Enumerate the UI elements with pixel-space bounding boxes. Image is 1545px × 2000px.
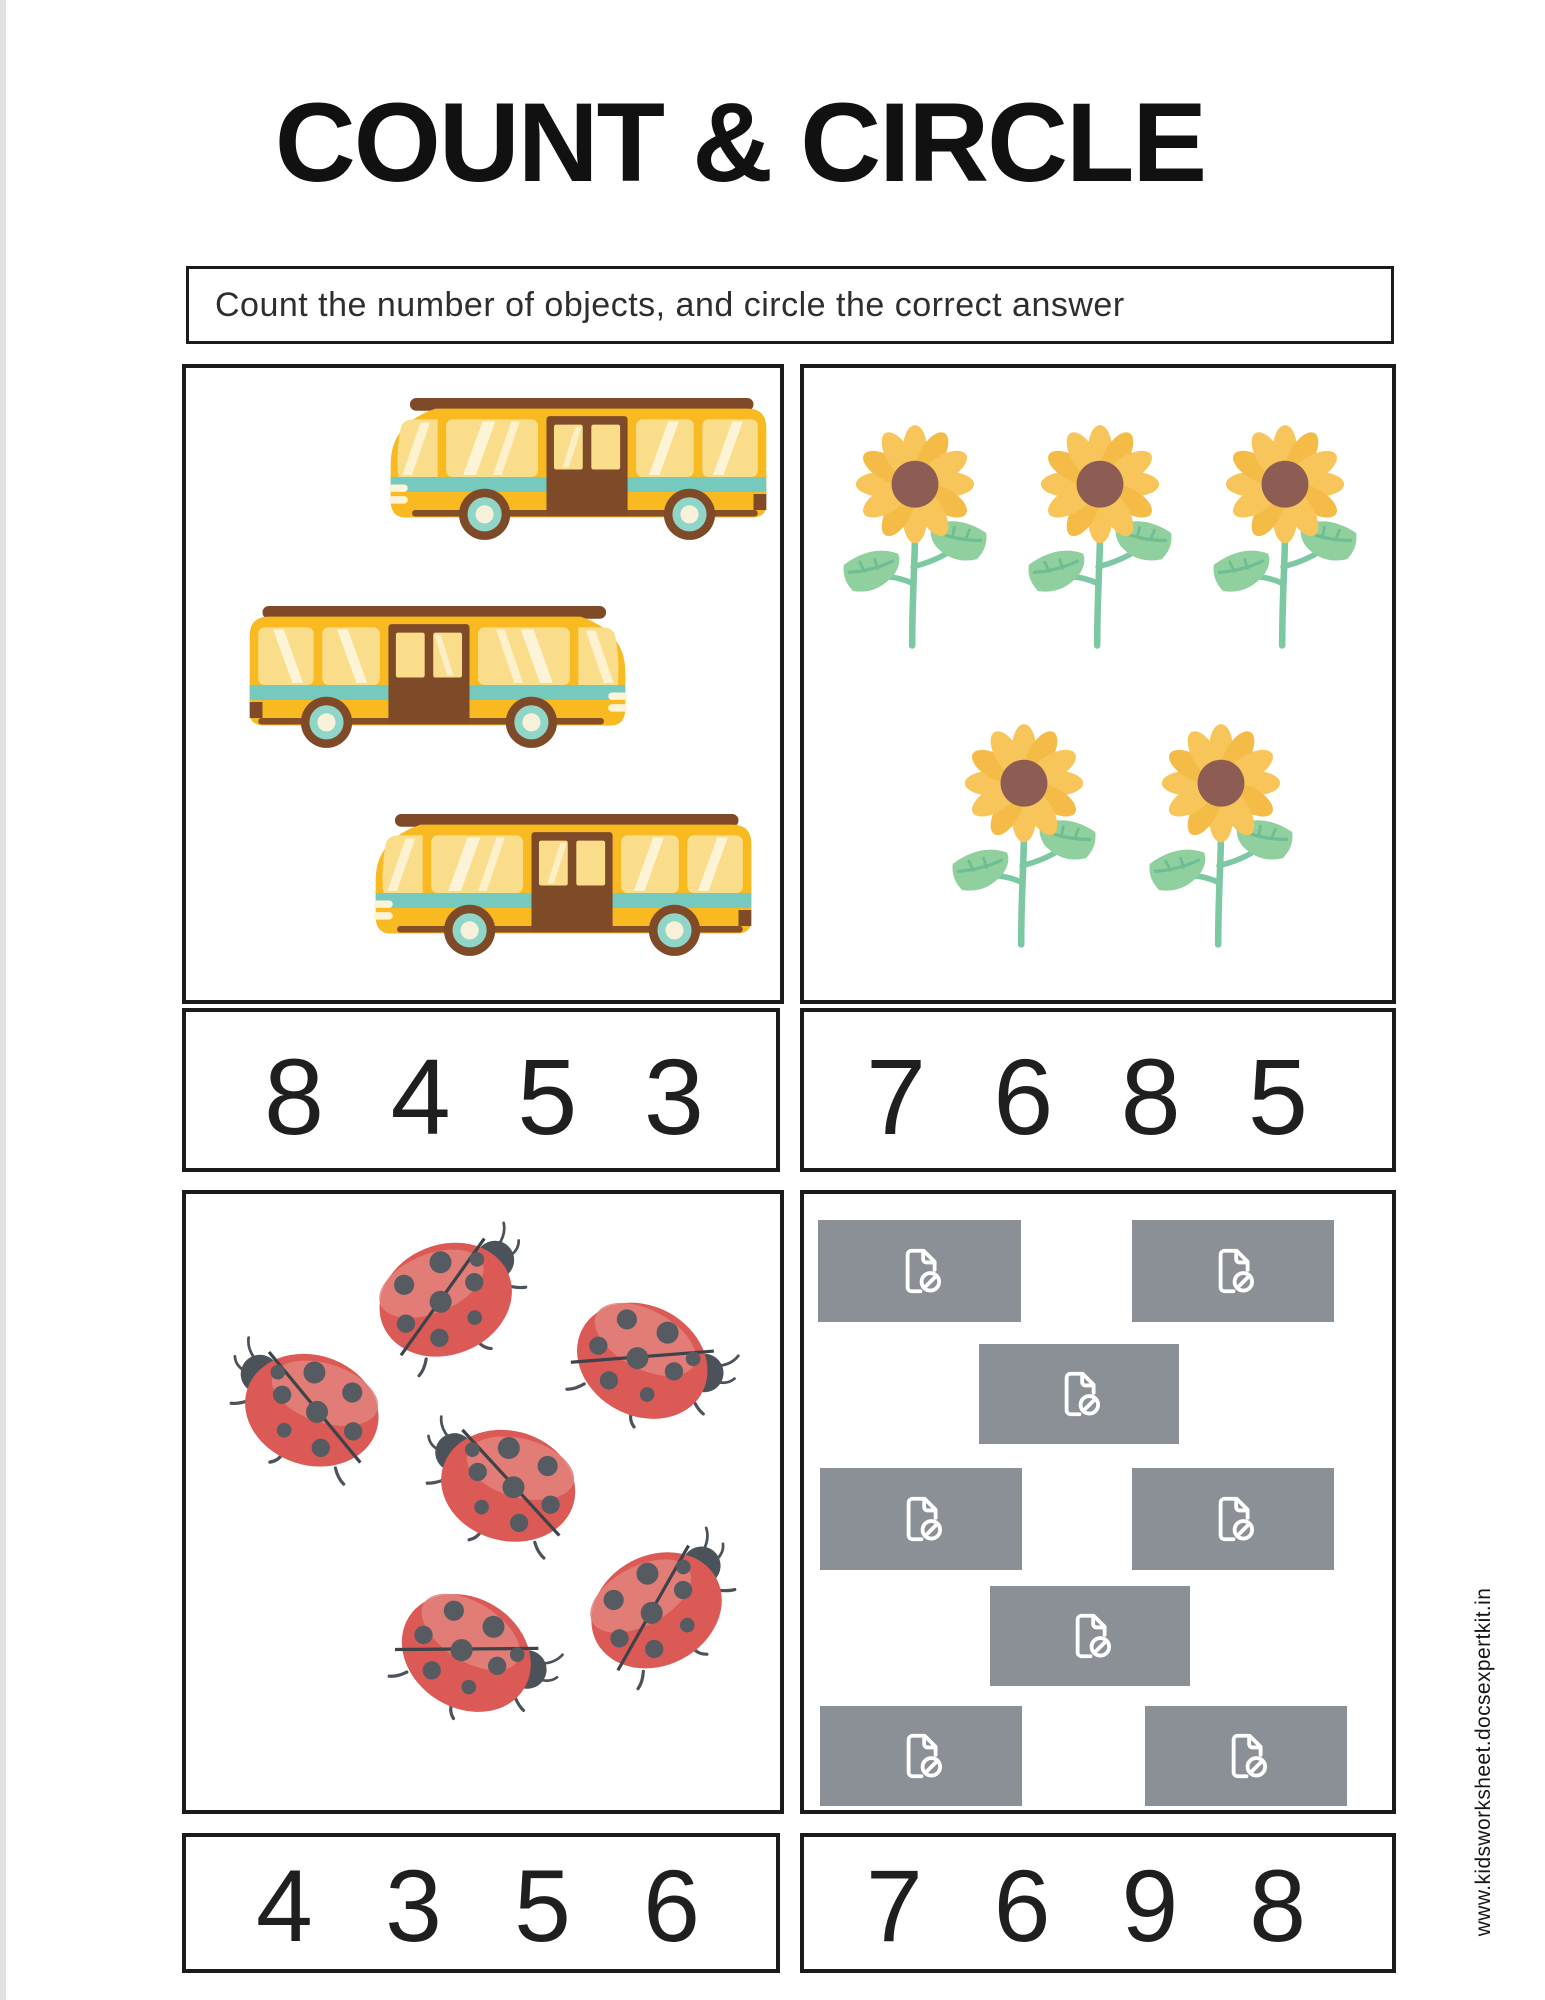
broken-file-icon	[894, 1729, 948, 1783]
problem-panel-buses	[182, 364, 784, 1004]
missing-image-placeholder	[1132, 1468, 1334, 1570]
ladybug-image	[205, 1312, 405, 1494]
sunflower-image	[840, 422, 990, 657]
answer-option[interactable]: 9	[1121, 1849, 1179, 1963]
answer-row-sunflowers	[800, 1008, 1396, 1172]
missing-image-placeholder	[979, 1344, 1179, 1444]
missing-image-placeholder	[1132, 1220, 1334, 1322]
school-bus-image	[371, 814, 756, 957]
broken-file-icon	[894, 1492, 948, 1546]
page-title: COUNT & CIRCLE	[274, 80, 1206, 205]
ladybug-image	[370, 1552, 583, 1756]
missing-image-placeholder	[1145, 1706, 1347, 1806]
answer-option[interactable]: 5	[514, 1849, 571, 1963]
sunflower-image	[949, 721, 1099, 956]
answer-option[interactable]: 7	[866, 1849, 923, 1963]
answer-option[interactable]: 6	[993, 1036, 1054, 1157]
answer-option[interactable]: 5	[1247, 1036, 1308, 1157]
broken-file-icon	[1219, 1729, 1273, 1783]
answer-option[interactable]: 4	[390, 1036, 451, 1157]
answer-option[interactable]: 3	[385, 1849, 442, 1963]
ladybug-image	[557, 1502, 767, 1701]
answer-option[interactable]: 7	[866, 1036, 927, 1157]
sunflower-image	[1025, 422, 1175, 657]
missing-image-placeholder	[820, 1706, 1022, 1806]
answer-option[interactable]: 3	[643, 1036, 704, 1157]
instruction-box	[186, 266, 1394, 344]
instruction-text: Count the number of objects, and circle the correct answer	[215, 285, 1125, 324]
broken-file-icon	[1206, 1492, 1260, 1546]
answer-option[interactable]: 8	[264, 1036, 325, 1157]
answer-option[interactable]: 8	[1120, 1036, 1181, 1157]
answer-option[interactable]: 6	[643, 1849, 700, 1963]
page-edge-shadow	[0, 0, 6, 2000]
answer-row-buses	[182, 1008, 780, 1172]
school-bus-image	[245, 606, 630, 749]
sunflower-image	[1210, 422, 1360, 657]
broken-file-icon	[1052, 1367, 1106, 1421]
missing-image-placeholder	[818, 1220, 1021, 1322]
website-watermark: www.kidsworksheet.docsexpertkit.in	[1472, 1587, 1495, 1937]
answer-option[interactable]: 4	[256, 1849, 313, 1963]
answer-option[interactable]: 6	[993, 1849, 1051, 1963]
answer-row-ladybugs	[182, 1833, 780, 1973]
answer-row-placeholders	[800, 1833, 1396, 1973]
school-bus-image	[386, 398, 771, 541]
missing-image-placeholder	[990, 1586, 1190, 1686]
ladybug-image	[403, 1391, 598, 1567]
broken-file-icon	[1206, 1244, 1260, 1298]
problem-panel-ladybugs	[182, 1190, 784, 1814]
answer-option[interactable]: 8	[1249, 1849, 1306, 1963]
sunflower-image	[1146, 721, 1296, 956]
answer-option[interactable]: 5	[517, 1036, 578, 1157]
problem-panel-placeholders	[800, 1190, 1396, 1814]
broken-file-icon	[893, 1244, 947, 1298]
problem-panel-sunflowers	[800, 364, 1396, 1004]
missing-image-placeholder	[820, 1468, 1022, 1570]
broken-file-icon	[1063, 1609, 1117, 1663]
